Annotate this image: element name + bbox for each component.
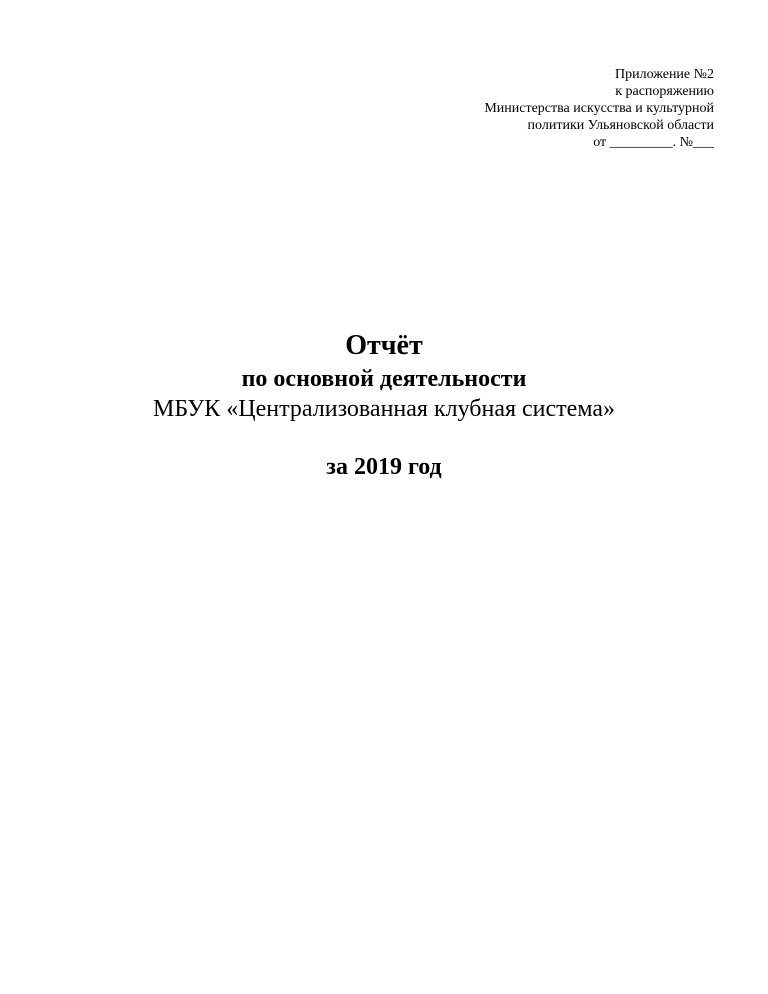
organization-name: МБУК «Централизованная клубная система» <box>153 396 615 422</box>
approval-note <box>354 66 714 151</box>
approval-ministry: Министерства искусства и культурной <box>484 101 714 116</box>
approval-order-ref: к распоряжению <box>615 84 714 99</box>
approval-appendix-number: Приложение №2 <box>615 67 714 82</box>
title-block <box>0 328 768 482</box>
document-heading: Отчёт <box>345 330 423 361</box>
approval-date-number: от _________. №___ <box>593 135 714 150</box>
report-period: за 2019 год <box>326 454 442 480</box>
approval-region: политики Ульяновской области <box>527 118 714 133</box>
document-subheading: по основной деятельности <box>241 366 527 392</box>
